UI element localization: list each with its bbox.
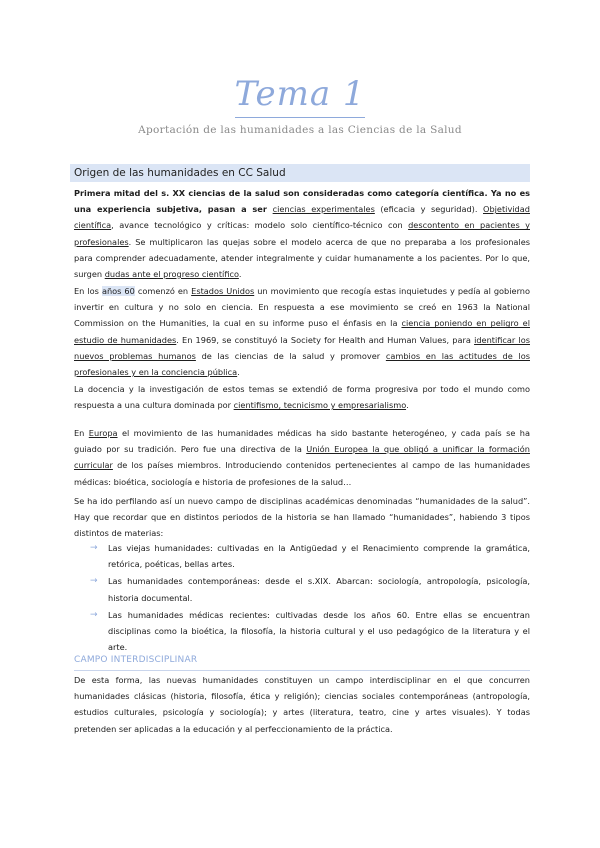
p2-text: . — [237, 367, 240, 378]
paragraph-6: De esta forma, las nuevas humanidades constituyen un campo interdisciplinar en el que concurren humanidades clásicas (historia, filosofía, ética y religión); ciencias sociales contemporáneas (antropología, estudios culturales, psicología y sociología); y artes (literatura, teatro, cine y artes visuales). Y todas pretenden ser aplicadas a la educación y al perfeccionamiento de la práctica. — [74, 675, 530, 734]
p1-underline: descontento en pacientes y profesionales — [74, 220, 530, 247]
p1-text: (eficacia y seguridad). — [374, 204, 483, 215]
p2-text: En los — [74, 286, 102, 296]
page-subtitle: Aportación de las humanidades a las Ciencias de la Salud — [138, 124, 462, 136]
paragraph-2 — [74, 283, 530, 380]
p1-text: , avance tecnológico y críticas: modelo solo científico-técnico con — [111, 220, 409, 231]
arrow-right-icon: → — [90, 609, 98, 620]
p4-underline: Unión Europea la que obligó a unificar la formación curricular — [74, 444, 530, 471]
list-item-text: Las viejas humanidades: cultivadas en la Antigüedad y el Renacimiento comprende la gramática, retórica, poéticas, bellas artes. — [108, 543, 530, 570]
list-item — [90, 540, 530, 572]
section-divider — [74, 670, 530, 671]
p3-text: La docencia y la investigación de estos temas se extendió de forma progresiva por todo el mundo como respuesta a una cultura dominada por — [74, 384, 530, 411]
p2-text: comenzó en — [134, 286, 192, 296]
paragraph-1 — [74, 185, 530, 282]
humanities-types-list — [90, 540, 530, 656]
p1-text: Primera mitad del s. XX ciencias de la salud son consideradas como categoría científica. Ya no es una experiencia subjetiva, pasan a ser — [74, 188, 530, 215]
p2-underline: ciencia poniendo en peligro el estudio de humanidades — [74, 318, 530, 345]
arrow-right-icon: → — [90, 543, 98, 553]
p2-text: de las ciencias de la salud y promover — [195, 350, 386, 361]
p2-text: un movimiento que recogía estas inquietudes y pedía al gobierno invertir en cultura y no solo en ciencia. En respuesta a ese movimiento se creó en 1963 la National Commission on the Humanities, la cual en su informe puso el énfasis en la — [74, 286, 530, 329]
list-item-text: Las humanidades médicas recientes: cultivadas desde los años 60. Entre ellas se encuentran disciplinas como la bioética, la filosofía, la historia cultural y el uso pedagógico de la literatura y el arte. — [108, 609, 530, 653]
p2-highlight: años 60 — [101, 286, 135, 296]
title-underline — [235, 117, 365, 118]
section-heading-campo: CAMPO INTERDISCIPLINAR — [74, 655, 198, 665]
paragraph-5: Se ha ido perfilando así un nuevo campo de disciplinas académicas denominadas “humanidades de la salud”. Hay que recordar que en distintos periodos de la historia se han llamado “humanidades”, habiendo 3 tipos distintos de materias: — [74, 496, 530, 539]
title-block — [0, 74, 600, 114]
list-item-text: Las humanidades contemporáneas: desde el s.XIX. Abarcan: sociología, antropología, psicología, historia documental. — [108, 576, 530, 603]
p4-text: En — [74, 428, 89, 438]
p2-underline: cambios en las actitudes de los profesionales y en la conciencia pública — [74, 350, 530, 378]
p4-text: de los países miembros. Introduciendo contenidos pertenecientes al campo de las humanidades médicas: bioética, sociología e historia de profesiones de la salud… — [74, 460, 530, 487]
p3-underline: cientifismo, tecnicismo y empresarialismo — [233, 400, 407, 411]
p1-text: . — [238, 269, 242, 280]
p2-underline: identificar los nuevos problemas humanos — [74, 334, 530, 361]
paragraph-4 — [74, 425, 530, 490]
list-item — [90, 607, 530, 656]
p1-underline: Objetividad científica — [74, 204, 530, 231]
p4-text: el movimiento de las humanidades médicas ha sido bastante heterogéneo, y cada país se ha guiado por su tradición. Pero fue una directiva de la — [74, 428, 530, 455]
p2-underline: Estados Unidos — [191, 286, 255, 296]
section-heading-origen: Origen de las humanidades en CC Salud — [70, 164, 530, 182]
arrow-right-icon: → — [90, 576, 98, 587]
p3-text: . — [406, 400, 409, 411]
p1-text: . Se multiplicaron las quejas sobre el modelo acerca de que no preparaba a los profesionales para comprender adecuadamente, atender integralmente y cuidar humanamente a los pacientes. Por lo que, surgen — [74, 236, 530, 280]
p1-underline: ciencias experimentales — [272, 204, 375, 215]
page-title: Tema 1 — [234, 74, 366, 114]
paragraph-3 — [74, 381, 530, 413]
p2-text: . En 1969, se constituyó la Society for Health and Human Values, para — [176, 334, 475, 345]
p1-underline: dudas ante el progreso científico — [104, 269, 239, 280]
list-item — [90, 573, 530, 605]
p4-underline: Europa — [88, 428, 118, 438]
